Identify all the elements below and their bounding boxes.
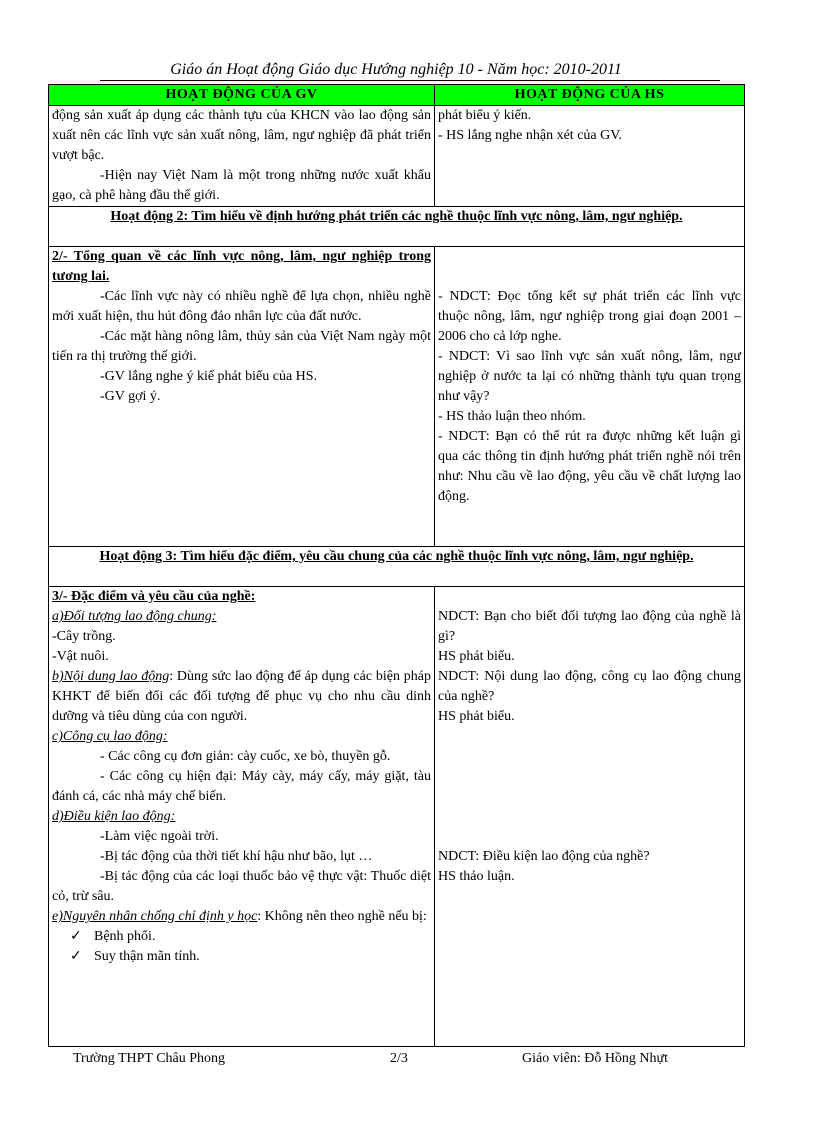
gv-text: -Bị tác động của thời tiết khí hậu như bão, lụt … xyxy=(100,849,373,864)
activity-row xyxy=(49,547,745,587)
hs-text: - NDCT: Vì sao lĩnh vực sản xuất nông, lâm, ngư nghiệp ở nước ta lại có những thành tựu quan trọng như vậy? xyxy=(438,349,741,404)
hs-text: NDCT: Bạn cho biết đối tượng lao động của nghề là gì? xyxy=(438,609,741,644)
column-header-hs: HOẠT ĐỘNG CỦA HS xyxy=(435,85,745,106)
checklist-item xyxy=(52,947,431,967)
hs-text: NDCT: Nội dung lao động, công cụ lao động chung của nghề? xyxy=(438,669,741,704)
activity-2-heading: Hoạt động 2: Tìm hiểu về định hướng phát triển các nghề thuộc lĩnh vực nông, lâm, ngư nghiệp. xyxy=(110,209,683,224)
check-icon: ✓ xyxy=(70,949,82,964)
gv-text: -Cây trồng. xyxy=(52,629,116,644)
activity-2-cell xyxy=(49,207,745,247)
gv-text: : Dùng sức lao động để áp dụng các biện pháp KHKT để biến đổi các đối tượng để phục vụ cho nhu cầu dinh dưỡng và tiêu dùng của con người. xyxy=(52,669,431,724)
table-row xyxy=(49,106,745,207)
hs-text: - HS lắng nghe nhận xét của GV. xyxy=(438,128,623,143)
gv-text: -Vật nuôi. xyxy=(52,649,109,664)
hs-text: HS phát biểu. xyxy=(438,649,515,664)
gv-text: -Hiện nay Việt Nam là một trong những nước xuất khẩu gạo, cà phê hàng đầu thế giới. xyxy=(52,168,431,203)
hs-cell xyxy=(435,106,745,207)
check-icon: ✓ xyxy=(70,929,82,944)
hs-cell xyxy=(435,247,745,547)
lesson-table xyxy=(48,84,745,1047)
gv-text: -Làm việc ngoài trời. xyxy=(100,829,219,844)
gv-text: động sản xuất áp dụng các thành tựu của KHCN vào lao động sản xuất nên các lĩnh vực sản xuất nông, lâm, ngư nghiệp đã phát triển vượt bậc. xyxy=(52,108,431,163)
gv-paragraph-e xyxy=(52,907,431,927)
hs-text: - NDCT: Đọc tổng kết sự phát triển các lĩnh vực thuộc nông, lâm, ngư nghiệp trong giai đoạn 2001 – 2006 cho cả lớp nghe. xyxy=(438,289,741,344)
checklist-text: Suy thận mãn tính. xyxy=(94,949,200,964)
hs-text: NDCT: Điều kiện lao động của nghề? xyxy=(438,849,650,864)
gv-text: -GV gợi ý. xyxy=(100,389,161,404)
checklist-text: Bệnh phổi. xyxy=(94,929,156,944)
gv-text: - Các công cụ đơn giản: cày cuốc, xe bò, thuyền gỗ. xyxy=(100,749,391,764)
subheading-d: d)Điều kiện lao động: xyxy=(52,809,176,824)
section-2-heading: 2/- Tổng quan về các lĩnh vực nông, lâm, ngư nghiệp trong tương lai. xyxy=(52,249,431,284)
subheading-c: c)Công cụ lao động: xyxy=(52,729,168,744)
column-header-gv: HOẠT ĐỘNG CỦA GV xyxy=(49,85,435,106)
hs-text: - HS thảo luận theo nhóm. xyxy=(438,409,586,424)
header-rule xyxy=(100,80,720,81)
hs-cell xyxy=(435,587,745,1047)
hs-text: phát biểu ý kiến. xyxy=(438,108,532,123)
column-header-row xyxy=(49,85,745,106)
activity-3-heading: Hoạt động 3: Tìm hiểu đặc điểm, yêu cầu chung của các nghề thuộc lĩnh vực nông, lâm, ngư nghiệp. xyxy=(99,549,694,564)
table-row xyxy=(49,247,745,547)
footer-school: Trường THPT Châu Phong xyxy=(73,1051,226,1066)
activity-3-cell xyxy=(49,547,745,587)
gv-cell xyxy=(49,106,435,207)
page-header-title: Giáo án Hoạt động Giáo dục Hướng nghiệp 10 - Năm học: 2010-2011 xyxy=(170,61,622,78)
checklist-item xyxy=(52,927,431,947)
gv-cell xyxy=(49,247,435,547)
hs-text: HS phát biểu. xyxy=(438,709,515,724)
gv-text: : Không nên theo nghề nếu bị: xyxy=(257,909,427,924)
subheading-e: e)Nguyên nhân chống chỉ định y học xyxy=(52,909,258,924)
subheading-b: b)Nội dung lao động xyxy=(52,669,170,684)
spacer xyxy=(438,727,741,847)
gv-paragraph-b xyxy=(52,667,431,727)
table-row xyxy=(49,587,745,1047)
footer-page-number: 2/3 xyxy=(390,1051,408,1066)
section-3-heading: 3/- Đặc điểm và yêu cầu của nghề: xyxy=(52,589,256,604)
hs-text: HS thảo luận. xyxy=(438,869,515,884)
gv-cell xyxy=(49,587,435,1047)
footer-teacher: Giáo viên: Đỗ Hồng Nhựt xyxy=(522,1051,669,1066)
subheading-a: a)Đối tượng lao động chung: xyxy=(52,609,217,624)
gv-text: -Các mặt hàng nông lâm, thủy sản của Việt Nam ngày một tiến ra thị trường thế giới. xyxy=(52,329,431,364)
activity-row xyxy=(49,207,745,247)
gv-text: -Các lĩnh vực này có nhiều nghề để lựa chọn, nhiều nghề mới xuất hiện, thu hút đông đảo nhân lực của đất nước. xyxy=(52,289,431,324)
gv-text: -Bị tác động của các loại thuốc bảo vệ thực vật: Thuốc diệt cỏ, trừ sâu. xyxy=(52,869,431,904)
gv-text: -GV lắng nghe ý kiế phát biểu của HS. xyxy=(100,369,318,384)
gv-text: - Các công cụ hiện đại: Máy cày, máy cấy, máy giặt, tàu đánh cá, các nhà máy chế biến. xyxy=(52,769,431,804)
hs-text: - NDCT: Bạn có thể rút ra được những kết luận gì qua các thông tin định hướng phát triển nghề nói trên như: Nhu cầu về lao động, yêu cầu về chất lượng lao động. xyxy=(438,429,741,504)
